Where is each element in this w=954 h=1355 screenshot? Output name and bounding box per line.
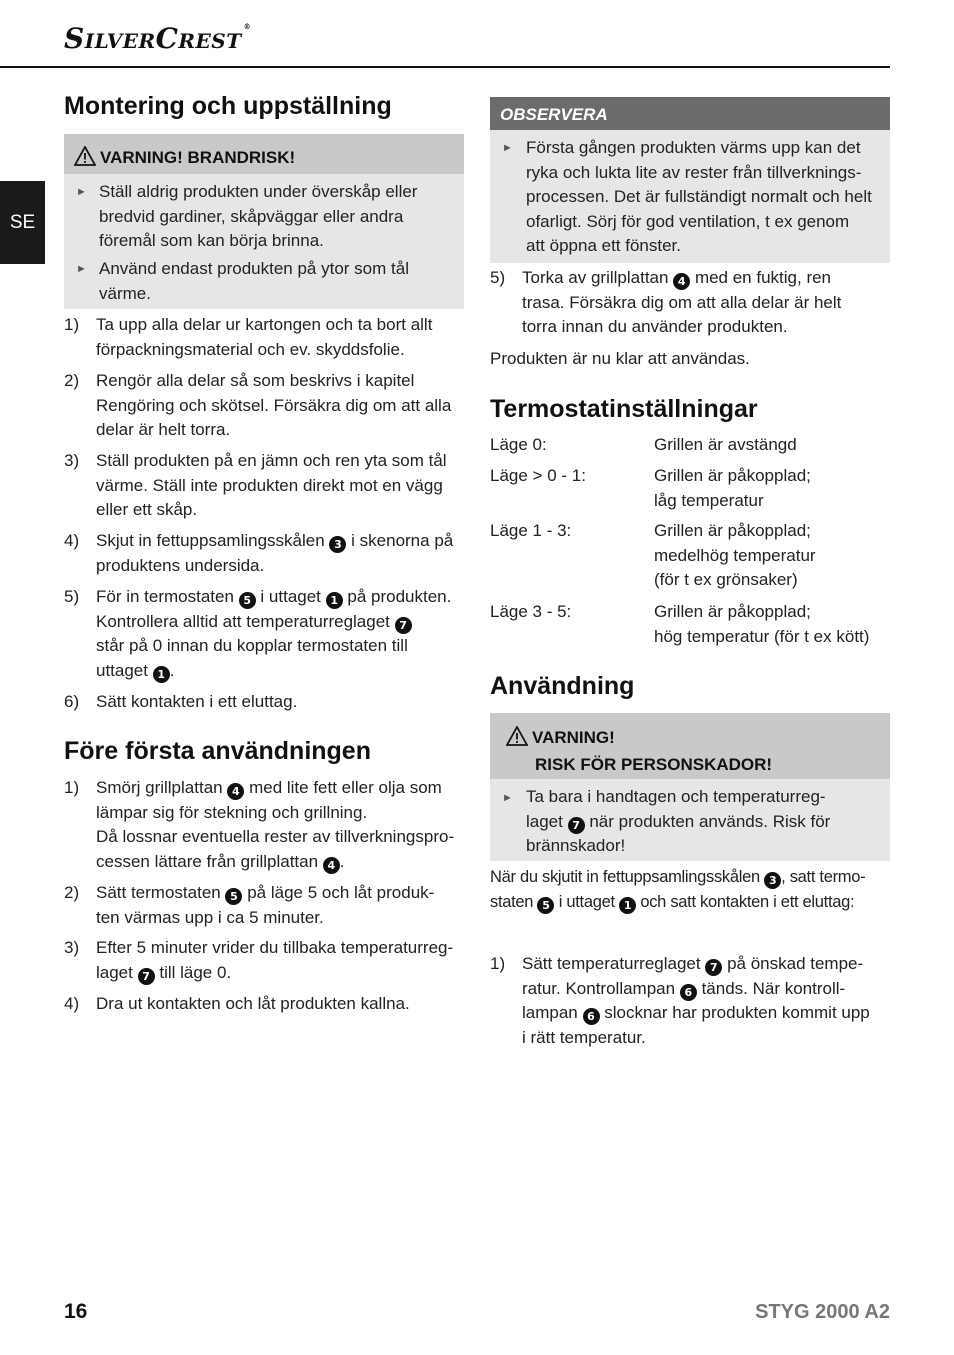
text-span: cessen lättare från grillplattan — [96, 851, 319, 871]
text-line: torra innan du använder produkten. — [522, 317, 788, 337]
thermostat-value — [654, 600, 869, 649]
text-line: Dra ut kontakten och låt produkten kallna. — [96, 994, 410, 1013]
part-marker-7: 7 — [395, 617, 412, 634]
text-span: Skjut in fettuppsamlingsskålen — [96, 531, 325, 550]
part-marker-1: 1 — [619, 897, 636, 914]
brand-logo — [64, 22, 251, 55]
warning-box-injury — [490, 713, 890, 861]
language-tab — [0, 181, 45, 264]
warning-heading: VARNING! — [532, 728, 615, 747]
first-use-step-3 — [96, 936, 453, 985]
thermostat-label: Läge 1 - 3: — [490, 521, 572, 540]
arrow-right-icon: ► — [76, 263, 87, 275]
text-span: och satt kontakten i ett eluttag: — [640, 892, 855, 911]
step-number: 5) — [490, 268, 506, 287]
step-number: 6) — [64, 692, 80, 711]
text-line: förpackningsmaterial och ev. skyddsfolie. — [96, 339, 405, 359]
thermostat-value — [654, 433, 797, 458]
part-marker-3: 3 — [764, 872, 781, 889]
header-rule — [0, 66, 890, 68]
warning-bullet-2 — [99, 257, 409, 306]
text-span: Kontrollera alltid att temperaturreglaget — [96, 611, 390, 631]
brand-logo-text: SilverCrest — [64, 22, 242, 55]
text-line: brännskador! — [526, 836, 626, 856]
page-number: 16 — [64, 1300, 88, 1323]
step-number: 3) — [64, 938, 80, 957]
observe-text — [526, 136, 872, 259]
text-line: Ställ produkten på en jämn och ren yta som tål — [96, 451, 447, 470]
part-marker-4: 4 — [227, 783, 244, 800]
step-number: 2) — [64, 883, 80, 902]
text-line: Första gången produkten värms upp kan det — [526, 138, 861, 157]
thermostat-value — [654, 519, 816, 593]
text-line: värme. — [99, 283, 151, 303]
text-line: i rätt temperatur. — [522, 1027, 646, 1047]
text-line: ten värmas upp i ca 5 minuter. — [96, 907, 324, 927]
part-marker-6: 6 — [583, 1008, 600, 1025]
text-line: Ta bara i handtagen och temperaturreg- — [526, 787, 826, 806]
text-span: med lite fett eller olja som — [249, 778, 442, 797]
text-line: föremål som kan börja brinna. — [99, 231, 324, 251]
text-span: ratur. Kontrollampan — [522, 978, 676, 998]
mount-step-3 — [96, 449, 447, 523]
text-line: Grillen är påkopplad; — [654, 521, 811, 540]
text-line: bredvid gardiner, skåpväggar eller andra — [99, 206, 404, 226]
text-line: produktens undersida. — [96, 555, 265, 575]
text-line: värme. Ställ inte produkten direkt mot en vägg — [96, 475, 443, 495]
section-title-first-use: Före första användningen — [64, 737, 371, 765]
observe-heading: OBSERVERA — [500, 105, 608, 124]
text-line: hög temperatur (för t ex kött) — [654, 626, 870, 646]
section-title-thermostat: Termostatinställningar — [490, 395, 758, 423]
text-line: lämpar sig för stekning och grillning. — [96, 802, 368, 822]
part-marker-3: 3 — [329, 536, 346, 553]
warning-box-fire — [64, 134, 464, 309]
warning-heading: VARNING! BRANDRISK! — [100, 148, 296, 167]
step-number: 5) — [64, 587, 80, 606]
part-marker-7: 7 — [705, 959, 722, 976]
mount-step-5 — [96, 585, 451, 683]
text-span: i uttaget — [260, 587, 321, 606]
text-line: Sätt kontakten i ett eluttag. — [96, 692, 298, 711]
text-span: när produkten används. Risk för — [589, 811, 831, 831]
warning-injury-text — [526, 785, 830, 859]
warning-box-header — [490, 713, 890, 779]
text-span: tänds. När kontroll- — [701, 978, 846, 998]
text-span: på läge 5 och låt produk- — [247, 883, 435, 902]
ready-text: Produkten är nu klar att användas. — [490, 349, 750, 368]
part-marker-5: 5 — [537, 897, 554, 914]
language-tab-label: SE — [9, 211, 36, 233]
text-span: laget — [96, 962, 133, 982]
text-span: . — [339, 851, 345, 871]
text-line: Ta upp alla delar ur kartongen och ta bort allt — [96, 315, 433, 334]
text-span: på önskad tempe- — [727, 954, 864, 973]
first-use-step-1 — [96, 776, 454, 874]
text-span: i skenorna på — [351, 531, 454, 550]
part-marker-7: 7 — [568, 817, 585, 834]
warning-triangle-icon — [506, 726, 528, 753]
text-line: medelhög temperatur — [654, 545, 816, 565]
text-line: Ställ aldrig produkten under överskåp eller — [99, 182, 418, 201]
part-marker-1: 1 — [326, 592, 343, 609]
text-span: staten — [490, 892, 534, 911]
step-number: 4) — [64, 994, 80, 1013]
text-line: trasa. Försäkra dig om att alla delar är helt — [522, 292, 842, 312]
text-line: står på 0 innan du kopplar termostaten till — [96, 636, 408, 656]
text-line: Grillen är avstängd — [654, 435, 797, 454]
text-line: Rengör alla delar så som beskrivs i kapitel — [96, 371, 415, 390]
mount-step-2 — [96, 369, 451, 443]
text-line: Grillen är påkopplad; — [654, 466, 811, 485]
part-marker-7: 7 — [138, 968, 155, 985]
text-span: Sätt termostaten — [96, 883, 221, 902]
step-number: 1) — [64, 778, 80, 797]
text-span: Smörj grillplattan — [96, 778, 223, 797]
first-use-step-2 — [96, 881, 434, 930]
text-span: laget — [526, 811, 563, 831]
mount-step-6 — [96, 690, 297, 715]
text-line: Då lossnar eventuella rester av tillverkningspro- — [96, 827, 455, 847]
thermostat-label: Läge 3 - 5: — [490, 602, 572, 621]
registered-mark: ® — [243, 22, 252, 31]
text-line: processen. Det är fullständigt normalt och helt — [526, 187, 872, 207]
usage-intro — [490, 865, 865, 914]
text-line: ofarligt. Sörj för god ventilation, t ex genom — [526, 211, 850, 231]
observe-header — [490, 97, 890, 130]
text-line: Efter 5 minuter vrider du tillbaka temperaturreg- — [96, 938, 454, 957]
text-line: (för t ex grönsaker) — [654, 570, 798, 590]
step-number: 1) — [490, 954, 506, 973]
observe-box — [490, 97, 890, 263]
text-span: slocknar har produkten kommit upp — [604, 1003, 870, 1023]
step-number: 3) — [64, 451, 80, 470]
text-span: till läge 0. — [159, 962, 232, 982]
section-title-usage: Användning — [490, 672, 635, 700]
arrow-right-icon: ► — [502, 792, 513, 804]
text-span: på produkten. — [347, 587, 452, 606]
text-span: lampan — [522, 1003, 578, 1023]
warning-subheading: RISK FÖR PERSONSKADOR! — [535, 755, 773, 774]
text-span: Torka av grillplattan — [522, 268, 669, 287]
step-number: 1) — [64, 315, 80, 334]
step-number: 2) — [64, 371, 80, 390]
thermostat-label: Läge 0: — [490, 435, 547, 454]
model-number: STYG 2000 A2 — [755, 1301, 890, 1323]
mount-step-1 — [96, 313, 432, 362]
text-line: delar är helt torra. — [96, 420, 231, 440]
mount-step-5-clean — [522, 266, 841, 340]
warning-bullet-1 — [99, 180, 417, 254]
text-line: att öppna ett fönster. — [526, 236, 682, 256]
warning-triangle-icon — [74, 137, 96, 185]
text-span: uttaget — [96, 660, 148, 680]
warning-box-header — [64, 134, 464, 174]
text-span: med en fuktig, ren — [694, 268, 832, 287]
text-line: Rengöring och skötsel. Försäkra dig om att alla — [96, 395, 452, 415]
text-span: När du skjutit in fettuppsamlingsskålen — [490, 868, 760, 886]
section-title-mounting: Montering och uppställning — [64, 92, 392, 120]
arrow-right-icon: ► — [76, 186, 87, 198]
arrow-right-icon: ► — [502, 142, 513, 154]
first-use-step-4 — [96, 992, 410, 1017]
usage-step-1 — [522, 952, 870, 1050]
text-span: i uttaget — [558, 892, 615, 911]
text-line: Grillen är påkopplad; — [654, 602, 811, 621]
part-marker-6: 6 — [680, 984, 697, 1001]
text-line: eller ett skåp. — [96, 500, 198, 520]
thermostat-label: Läge > 0 - 1: — [490, 466, 586, 485]
text-line: Använd endast produkten på ytor som tål — [99, 259, 409, 278]
text-span: , satt termo- — [781, 868, 866, 886]
part-marker-4: 4 — [323, 857, 340, 874]
part-marker-1: 1 — [153, 666, 170, 683]
text-line: ryka och lukta lite av rester från tillverknings- — [526, 162, 862, 182]
text-span: För in termostaten — [96, 587, 234, 606]
part-marker-5: 5 — [239, 592, 256, 609]
text-line: låg temperatur — [654, 490, 764, 510]
part-marker-5: 5 — [225, 888, 242, 905]
part-marker-4: 4 — [673, 273, 690, 290]
step-number: 4) — [64, 531, 80, 550]
text-span: . — [169, 660, 175, 680]
thermostat-value — [654, 464, 811, 513]
mount-step-4 — [96, 529, 453, 578]
text-span: Sätt temperaturreglaget — [522, 954, 701, 973]
